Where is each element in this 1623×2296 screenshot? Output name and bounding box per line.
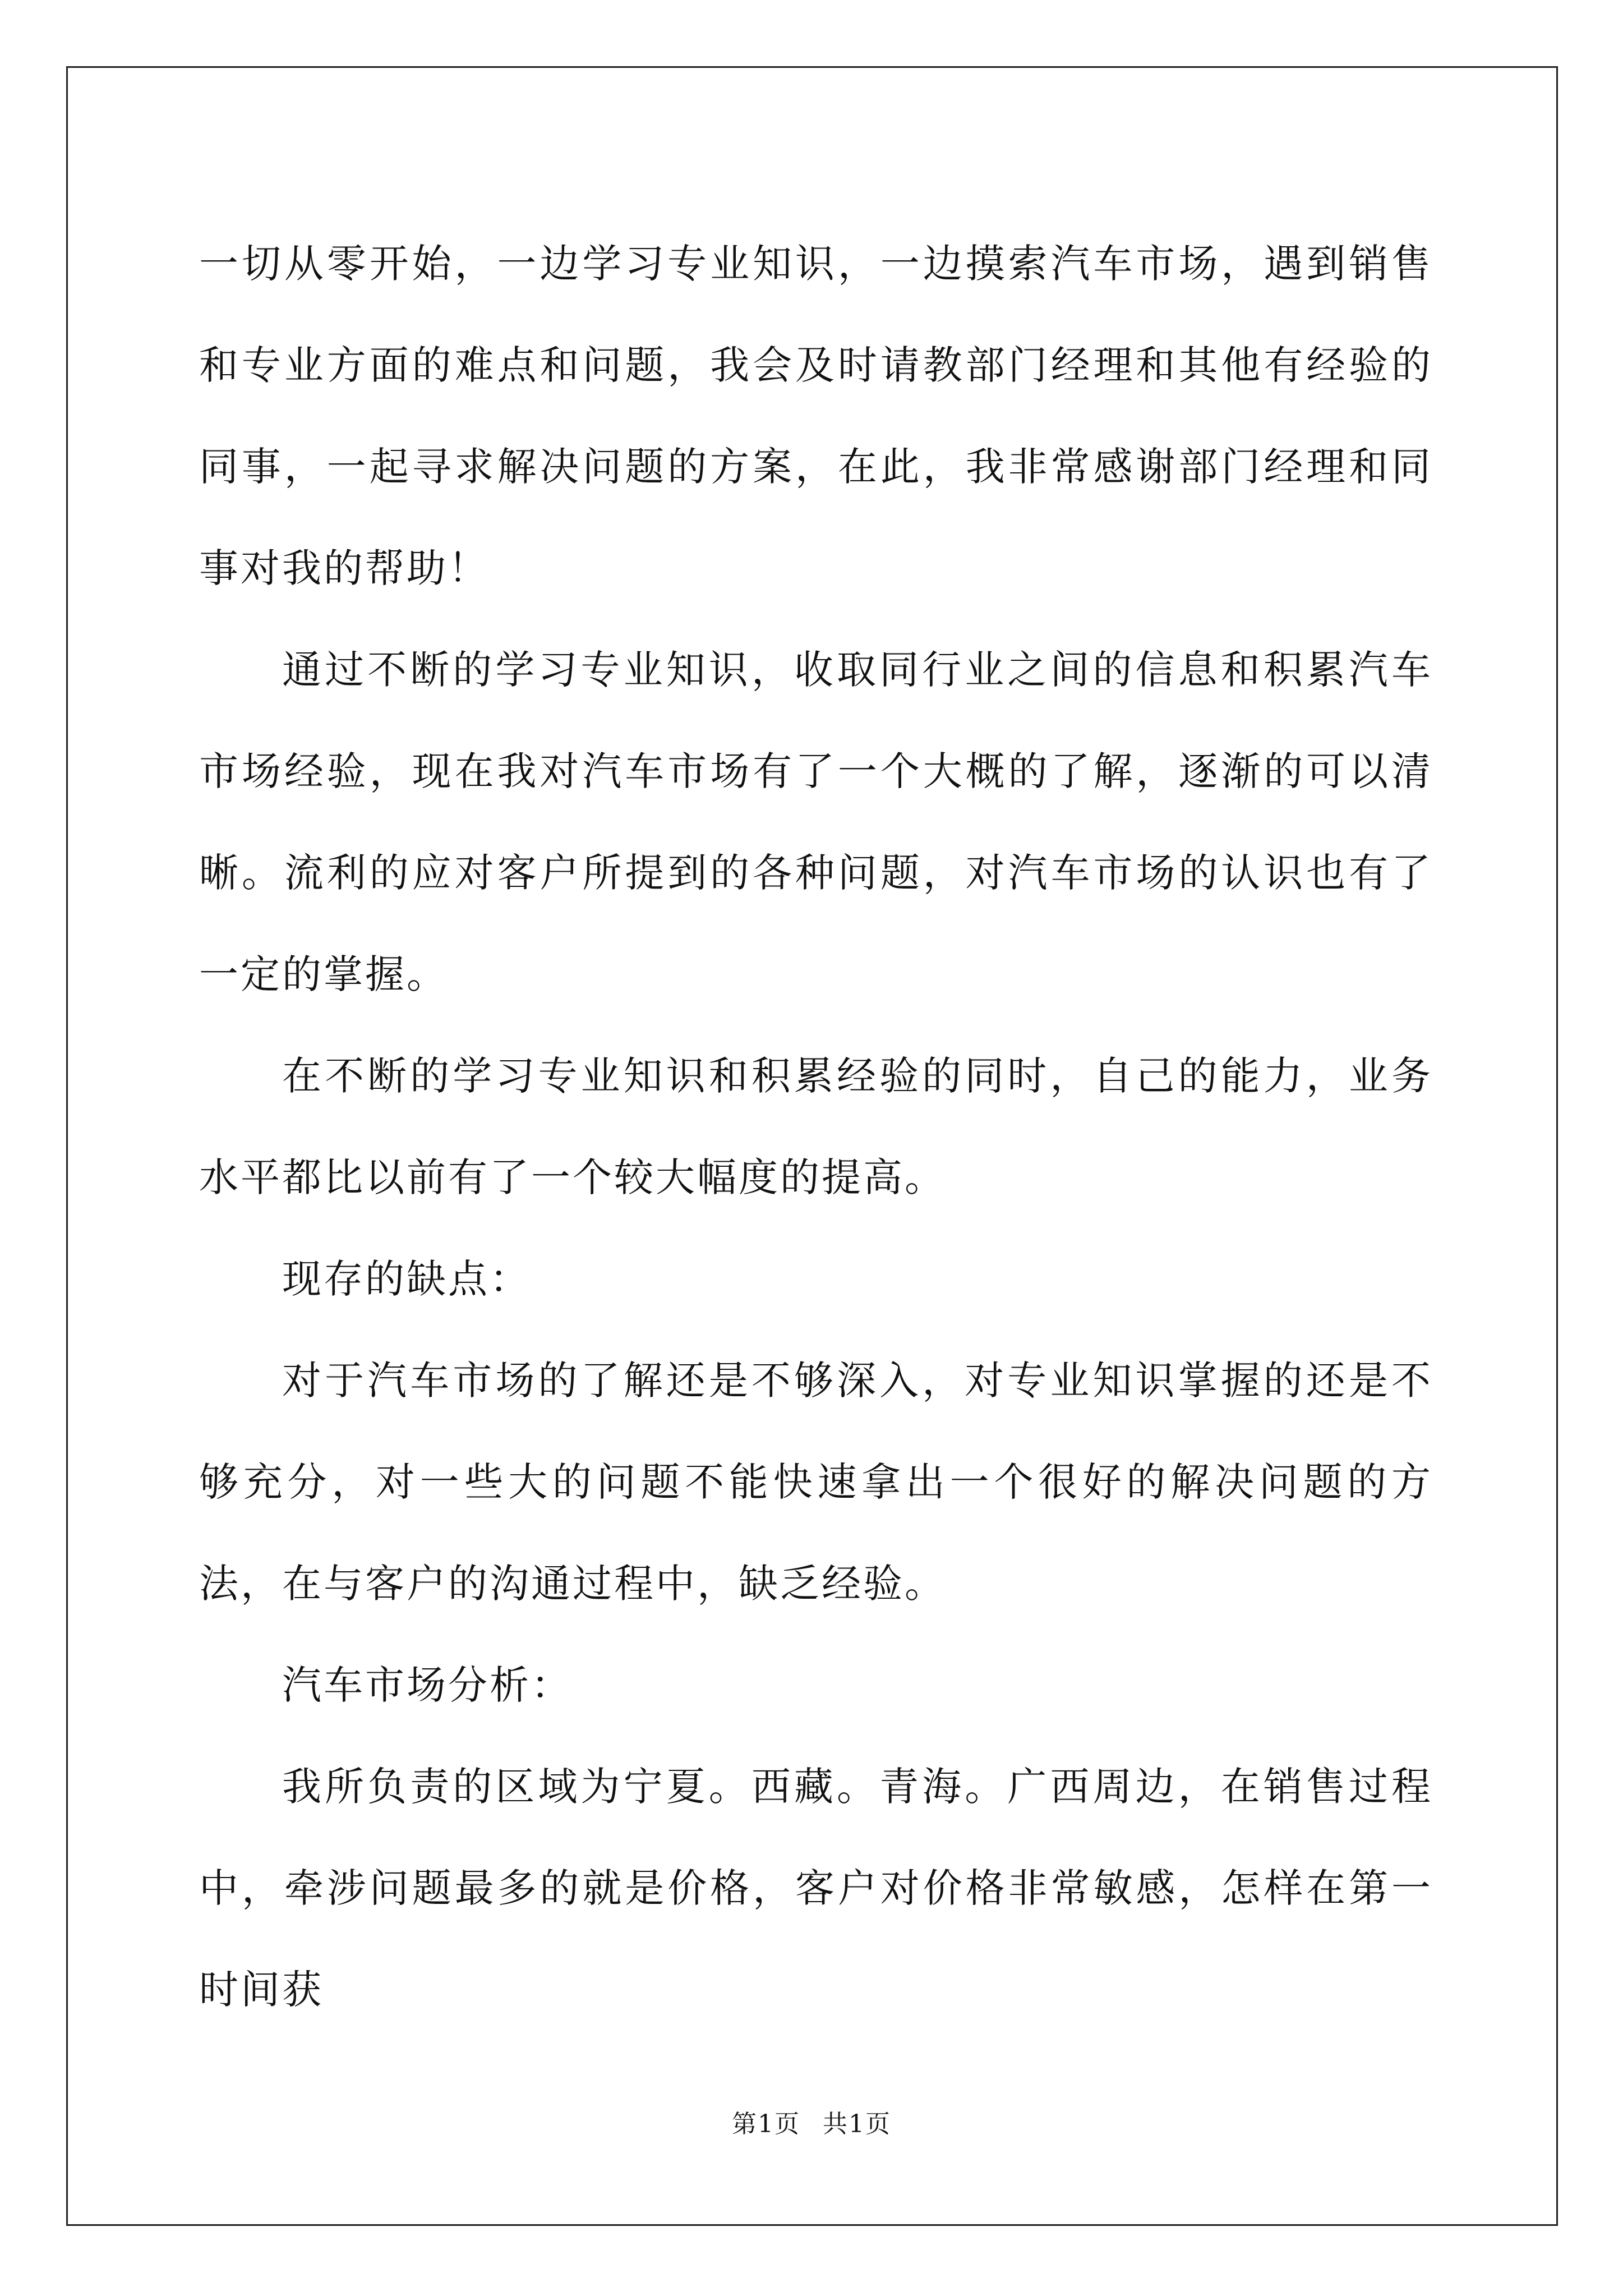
page-footer — [0, 2104, 1623, 2139]
section-heading: 汽车市场分析： — [282, 1662, 573, 1708]
paragraph: 一切从零开始，一边学习专业知识，一边摸索汽车市场，遇到销售和专业方面的难点和问题，我会及时请教部门经理和其他有经验的同事，一起寻求解决问题的方案，在此，我非常感谢部门经理和同事对我的帮助！ — [199, 241, 1433, 591]
page-number: 第1页 — [732, 2110, 800, 2138]
page-total: 共1页 — [823, 2110, 891, 2138]
document-body — [199, 213, 1433, 2041]
paragraph: 我所负责的区域为宁夏。西藏。青海。广西周边，在销售过程中，牵涉问题最多的就是价格，客户对价格非常敏感，怎样在第一时间获 — [199, 1764, 1433, 2013]
paragraph: 在不断的学习专业知识和积累经验的同时，自己的能力，业务水平都比以前有了一个较大幅度的提高。 — [199, 1053, 1433, 1200]
section-heading: 现存的缺点： — [282, 1256, 531, 1302]
paragraph: 对于汽车市场的了解还是不够深入，对专业知识掌握的还是不够充分，对一些大的问题不能快速拿出一个很好的解决问题的方法，在与客户的沟通过程中，缺乏经验。 — [199, 1358, 1433, 1607]
paragraph: 通过不断的学习专业知识，收取同行业之间的信息和积累汽车市场经验，现在我对汽车市场有了一个大概的了解，逐渐的可以清晰。流利的应对客户所提到的各种问题，对汽车市场的认识也有了一定的掌握。 — [199, 647, 1433, 997]
